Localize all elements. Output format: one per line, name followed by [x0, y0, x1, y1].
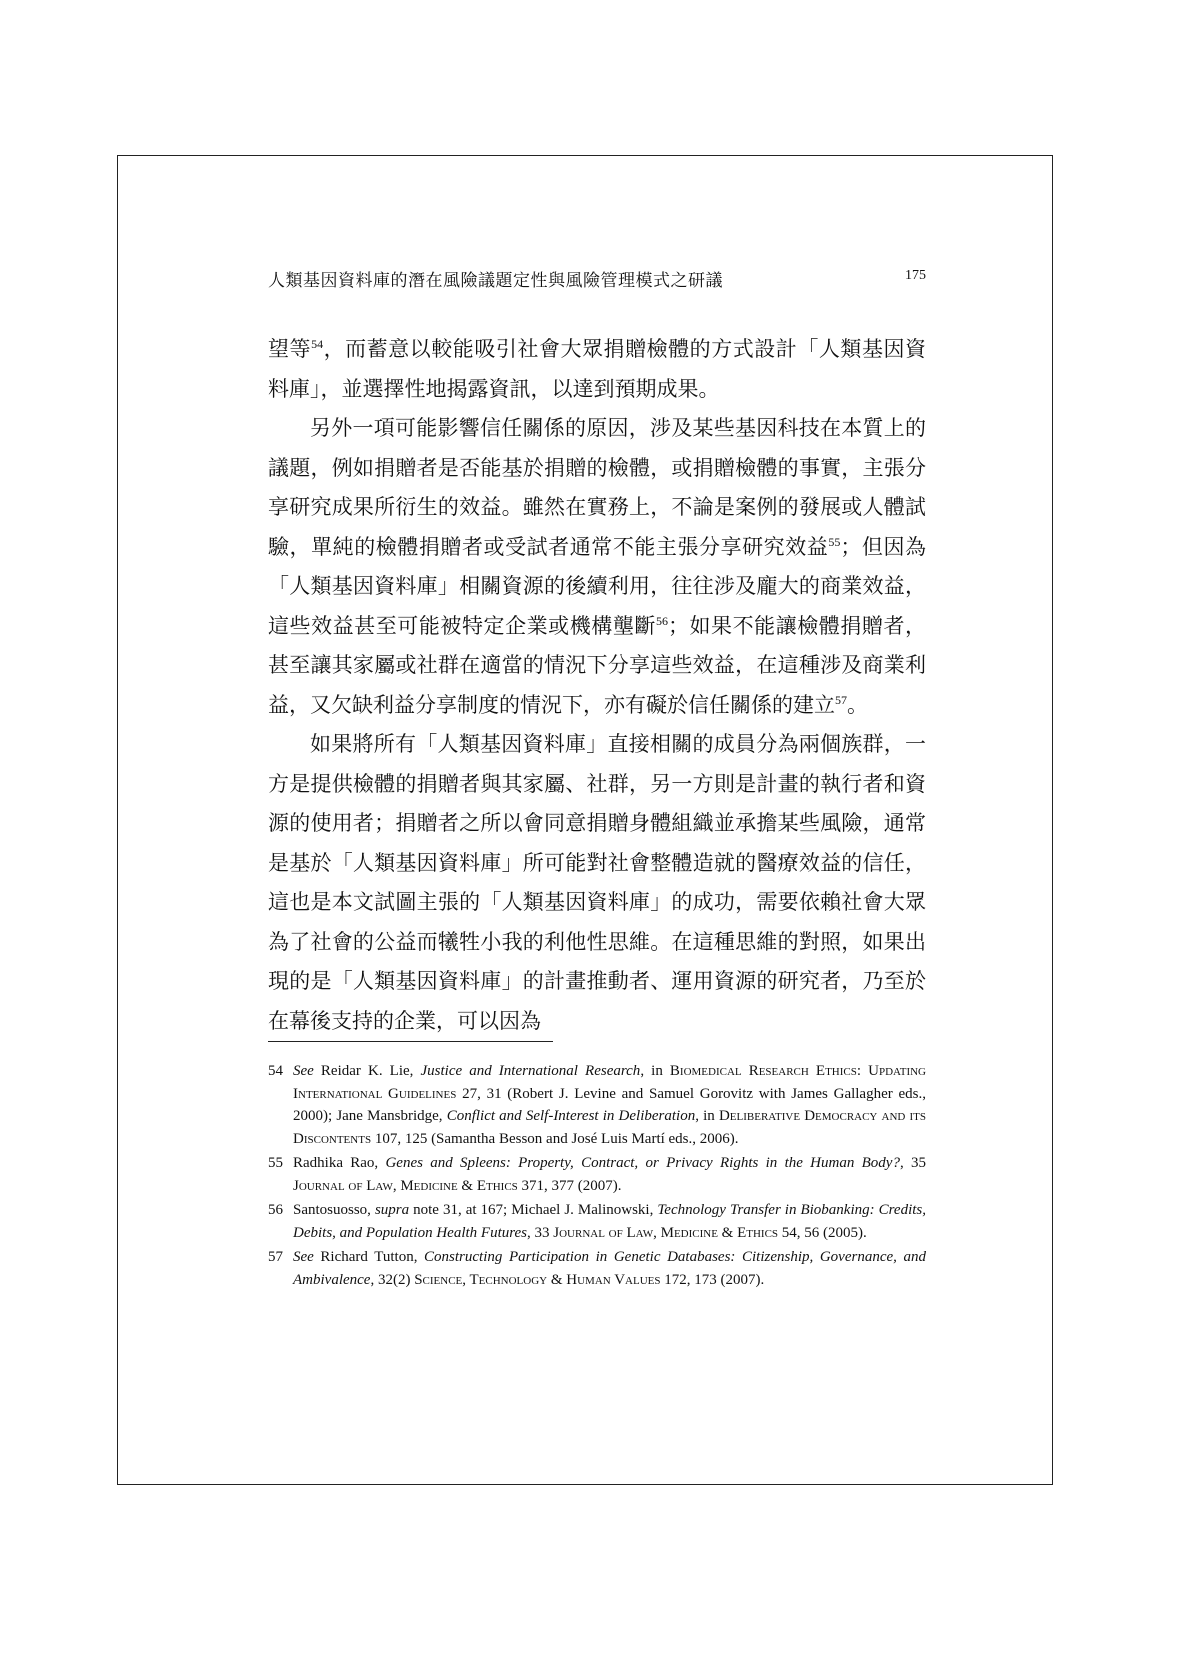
text-run: ；但因為「人類基因資料庫」相關資源的後續利用，往往涉及龐大的商業效益，這些效益甚至可能被特定企業或機構壟斷: [268, 534, 926, 638]
text-run: note 31, at 167; Michael J. Malinowski,: [409, 1202, 658, 1218]
text-run: , in: [640, 1063, 670, 1079]
text-run: Radhika Rao,: [293, 1155, 386, 1171]
text-run: , 33: [527, 1224, 554, 1241]
footnote-ref-56[interactable]: 56: [655, 613, 668, 628]
cited-title: Justice and International Research: [420, 1063, 641, 1079]
text-run: ，而蓄意以較能吸引社會大眾捐贈檢體的方式設計「人類基因資料庫」，並選擇性地揭露資訊，以達到預期成果。: [268, 337, 927, 401]
text-run: , 32(2): [370, 1271, 415, 1288]
cited-title: Conflict and Self-Interest in Deliberation: [446, 1108, 696, 1124]
signal-see: See: [293, 1249, 314, 1265]
footnote-ref-57[interactable]: 57: [835, 692, 847, 707]
text-run: 107, 125 (Samantha Besson and José Luis Martí eds., 2006).: [371, 1130, 739, 1147]
footnote-number: 56: [268, 1202, 283, 1218]
paragraph-3: 如果將所有「人類基因資料庫」直接相關的成員分為兩個族群，一方是提供檢體的捐贈者與其家屬、社群，另一方則是計畫的執行者和資源的使用者；捐贈者之所以會同意捐贈身體組織並承擔某些風險，通常是基於「人類基因資料庫」所可能對社會整體造就的醫療效益的信任，這也是本文試圖主張的「人類基因資料庫」的成功，需要依賴社會大眾為了社會的公益而犧牲小我的利他性思維。在這種思維的對照，如果出現的是「人類基因資料庫」的計畫推動者、運用資源的研究者，乃至於在幕後支持的企業，可以因為: [268, 732, 926, 1033]
main-text: [268, 330, 926, 1041]
footnote-ref-54[interactable]: 54: [311, 337, 324, 351]
cited-title: Technology Transfer in Biobanking: Credits, Debits, and Population Health Futures: [293, 1202, 926, 1241]
footnote-54: [268, 1060, 926, 1150]
text-run: 54, 56 (2005).: [778, 1224, 867, 1241]
cited-title: Constructing Participation in Genetic Databases: Citizenship, Governance, and Ambivalence: [293, 1249, 926, 1288]
text-run: 172, 173 (2007).: [660, 1271, 765, 1288]
running-title: 人類基因資料庫的潛在風險議題定性與風險管理模式之研議: [268, 271, 723, 291]
text-run: 27, 31 (Robert J. Levine and Samuel Gorovitz with James Gallagher eds., 2000); Jane Mansbridge,: [293, 1085, 926, 1124]
paragraph-1: [268, 330, 926, 409]
cited-journal: Science, Technology & Human Values: [414, 1271, 661, 1288]
text-run: 望等: [268, 337, 312, 361]
footnote-55: [268, 1152, 926, 1197]
footnote-number: 57: [268, 1249, 283, 1265]
cited-title: Genes and Spleens: Property, Contract, or Privacy Rights in the Human Body?: [385, 1155, 900, 1171]
signal-supra: supra: [374, 1202, 410, 1218]
text-run: Reidar K. Lie,: [313, 1063, 421, 1079]
text-run: Santosuosso,: [293, 1202, 375, 1218]
footnotes: [268, 1060, 926, 1293]
cited-book: Deliberative Democracy and its Discontents: [293, 1108, 927, 1147]
cited-journal: Journal of Law, Medicine & Ethics: [293, 1177, 518, 1194]
page-number: 175: [905, 268, 926, 283]
text-run: ；如果不能讓檢體捐贈者，甚至讓其家屬或社群在適當的情況下分享這些效益，在這種涉及商業利益，又欠缺利益分享制度的情況下，亦有礙於信任關係的建立: [268, 613, 927, 717]
paragraph-2: [268, 409, 926, 725]
text-run: , 35: [899, 1155, 926, 1171]
footnote-number: 55: [268, 1155, 283, 1171]
footnote-separator: [268, 1041, 553, 1042]
cited-book: Biomedical Research Ethics: Updating International Guidelines: [293, 1063, 927, 1102]
footnote-number: 54: [268, 1063, 283, 1079]
text-run: Richard Tutton,: [313, 1249, 425, 1265]
footnote-57: [268, 1246, 926, 1291]
cited-journal: Journal of Law, Medicine & Ethics: [553, 1224, 779, 1241]
text-run: 另外一項可能影響信任關係的原因，涉及某些基因科技在本質上的議題，例如捐贈者是否能基於捐贈的檢體，或捐贈檢體的事實，主張分享研究成果所衍生的效益。雖然在實務上，不論是案例的發展或人體試驗，單純的檢體捐贈者或受試者通常不能主張分享研究效益: [268, 416, 926, 559]
text-run: , in: [695, 1108, 719, 1124]
footnote-ref-55[interactable]: 55: [828, 534, 841, 549]
signal-see: See: [293, 1063, 314, 1079]
text-run: 371, 377 (2007).: [517, 1177, 622, 1194]
footnote-56: [268, 1199, 926, 1244]
text-run: 。: [847, 692, 868, 717]
